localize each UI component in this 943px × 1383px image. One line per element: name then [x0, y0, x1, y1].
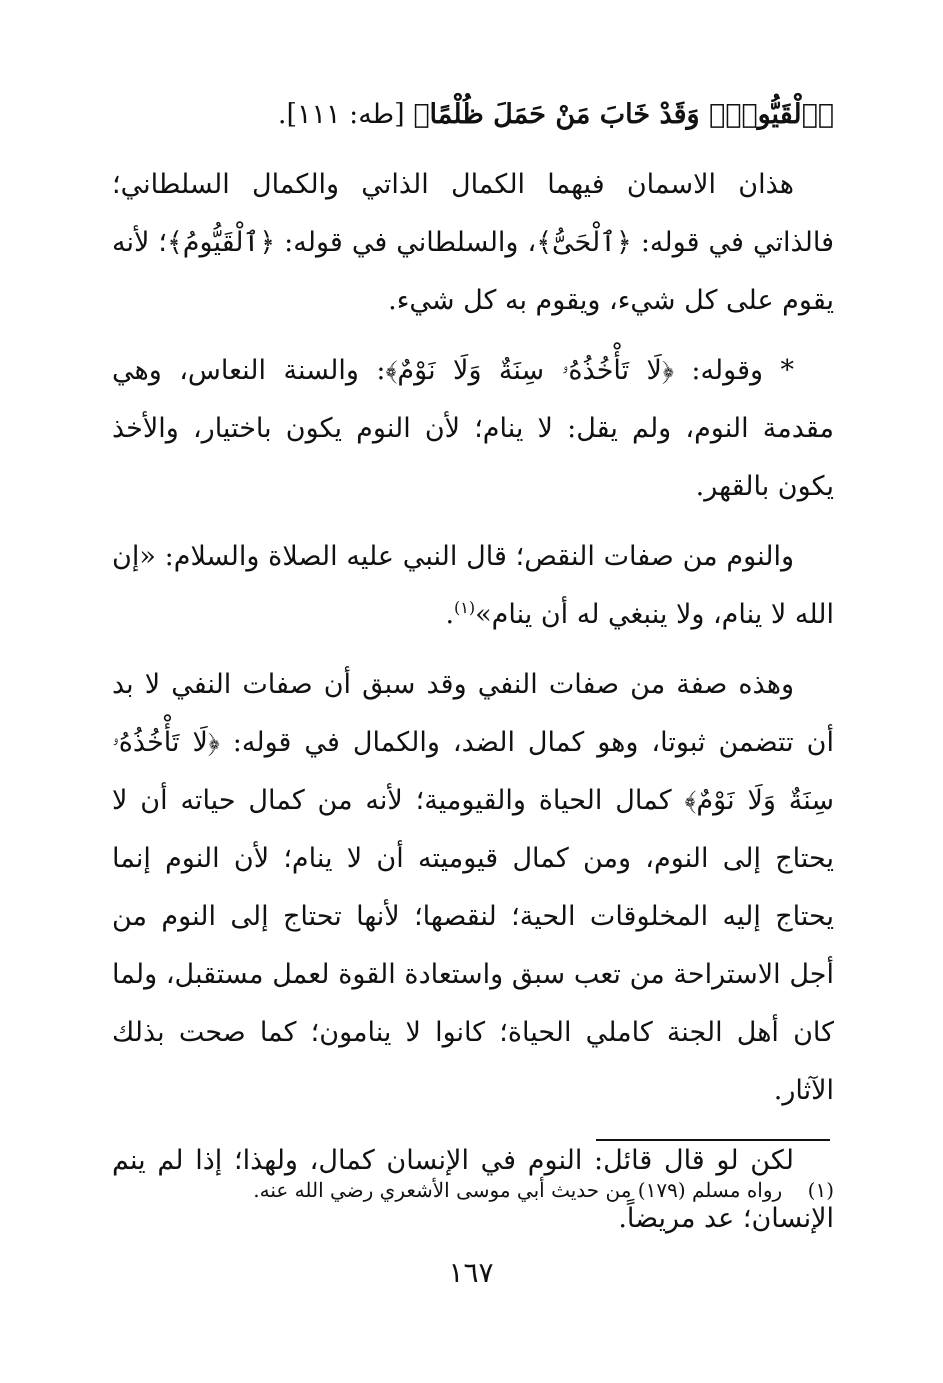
verse-reference: [طه: ١١١].: [277, 99, 405, 130]
paragraph-3-end: .: [445, 599, 455, 630]
paragraph-1: هذان الاسمان فيهما الكمال الذاتي والكمال السلطاني؛ فالذاتي في قوله: ﴿ٱلْحَىُّ﴾، والسلطاني في قوله: ﴿ٱلْقَيُّومُ﴾؛ لأنه يقوم على كل شيء، ويقوم به كل شيء.: [112, 169, 834, 316]
paragraph-5: لكن لو قال قائل: النوم في الإنسان كمال، ولهذا؛ إذا لم ينم الإنسان؛ عد مريضاً.: [112, 1145, 834, 1234]
top-line: [112, 86, 834, 144]
main-text: [112, 86, 834, 1248]
quran-verse: ﴿ٱلْقَيُّومِۖ وَقَدْ خَابَ مَنْ حَمَلَ ظُلْمًا﴾: [413, 99, 834, 130]
footnote-divider: [596, 1139, 830, 1141]
paragraph-4: وهذه صفة من صفات النفي وقد سبق أن صفات النفي لا بد أن تتضمن ثبوتا، وهو كمال الضد، والكمال في قوله: ﴿لَا تَأْخُذُهُۥ سِنَةٌ وَلَا نَوْمٌ﴾ كمال الحياة والقيومية؛ لأنه من كمال حياته أن لا يحتاج إلى النوم، ومن كمال قيوميته أن لا ينام؛ لأن النوم إنما يحتاج إليه المخلوقات الحية؛ لنقصها؛ لأنها تحتاج إلى النوم من أجل الاستراحة من تعب سبق واستعادة القوة لعمل مستقبل، ولما كان أهل الجنة كاملي الحياة؛ كانوا لا ينامون؛ كما صحت بذلك الآثار.: [112, 669, 834, 1106]
paragraph-3: [112, 528, 834, 644]
paragraph-3-text: والنوم من صفات النقص؛ قال النبي عليه الصلاة والسلام: «إن الله لا ينام، ولا ينبغي له أن ينام»: [112, 541, 834, 630]
paragraph-2: * وقوله: ﴿لَا تَأْخُذُهُۥ سِنَةٌ وَلَا نَوْمٌ﴾: والسنة النعاس، وهي مقدمة النوم، ولم يقل: لا ينام؛ لأن النوم يكون باختيار، والأخذ يكون بالقهر.: [112, 355, 834, 502]
footnote-number: (١): [807, 1178, 834, 1202]
footnote-text: رواه مسلم (١٧٩) من حديث أبي موسى الأشعري رضي الله عنه.: [253, 1178, 783, 1202]
page-number: ١٦٧: [448, 1256, 494, 1289]
footnote: [200, 1172, 834, 1208]
footnote-marker[interactable]: (١): [454, 598, 476, 617]
